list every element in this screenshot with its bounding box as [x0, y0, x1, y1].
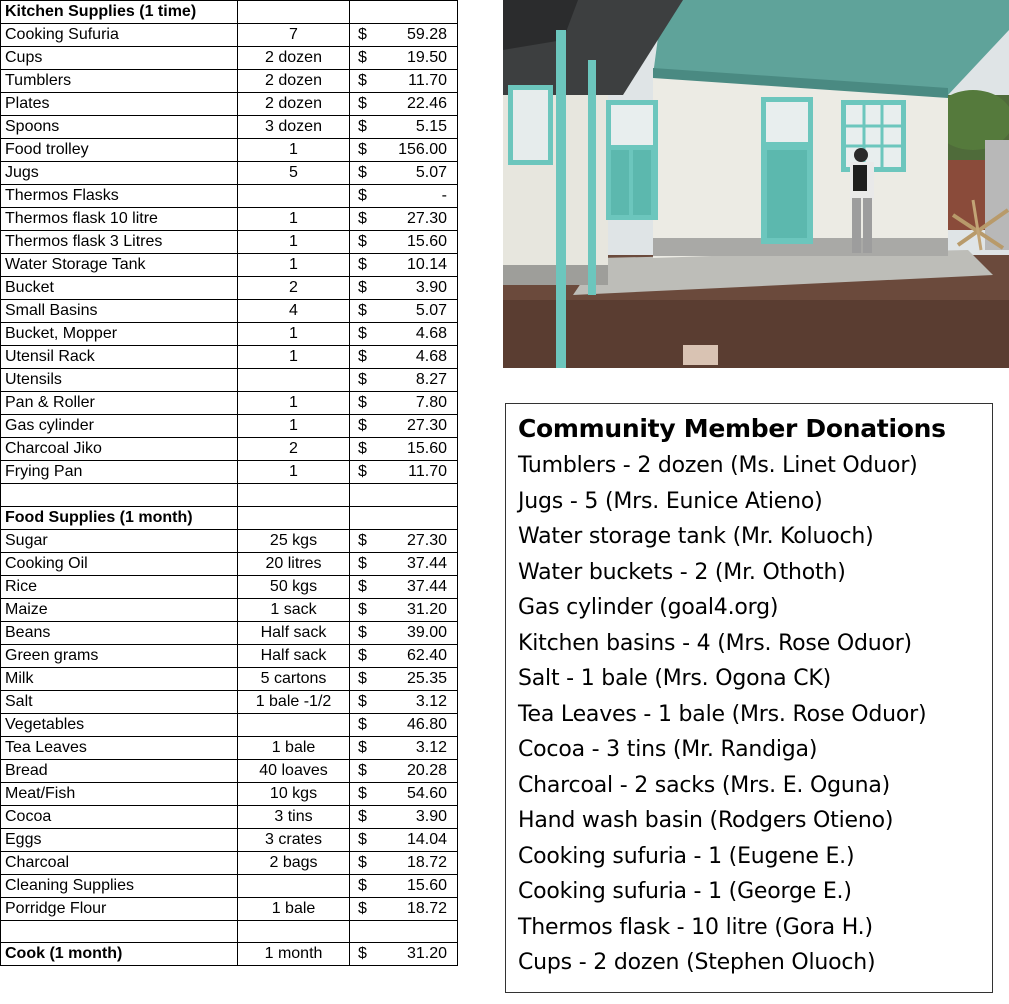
item-name: Plates — [1, 93, 238, 116]
amount-value: 5.15 — [415, 118, 447, 135]
item-name: Green grams — [1, 644, 238, 667]
amount-value: 18.72 — [406, 899, 447, 917]
table-row — [1, 713, 458, 736]
blank-cell — [1, 920, 238, 943]
currency-symbol: $ — [358, 26, 367, 43]
item-name: Thermos Flasks — [1, 185, 238, 208]
amount-value: 37.44 — [406, 577, 447, 595]
currency-symbol: $ — [358, 256, 367, 273]
item-cost — [350, 851, 458, 874]
item-cost — [350, 70, 458, 93]
amount-value: 8.27 — [415, 371, 447, 388]
currency-symbol: $ — [358, 646, 367, 664]
item-cost — [350, 139, 458, 162]
donation-item: Tumblers - 2 dozen (Ms. Linet Oduor) — [518, 453, 918, 478]
item-quantity: 1 — [238, 231, 350, 254]
amount-value: 11.70 — [408, 72, 447, 89]
currency-symbol: $ — [358, 692, 367, 710]
item-quantity — [238, 713, 350, 736]
table-row — [1, 736, 458, 759]
item-quantity: 2 dozen — [238, 47, 350, 70]
item-quantity: 1 — [238, 415, 350, 438]
item-cost — [350, 552, 458, 575]
item-name: Maize — [1, 598, 238, 621]
item-cost — [350, 736, 458, 759]
amount-value: 3.12 — [415, 738, 447, 756]
blank-cell — [1, 484, 238, 507]
item-quantity: 1 bale -1/2 — [238, 690, 350, 713]
currency-symbol: $ — [358, 853, 367, 871]
amount-value: 7.80 — [415, 394, 447, 411]
table-row — [1, 461, 458, 484]
item-quantity: 2 bags — [238, 851, 350, 874]
item-cost — [350, 943, 458, 966]
item-quantity: 3 crates — [238, 828, 350, 851]
item-quantity: 7 — [238, 24, 350, 47]
table-row — [1, 70, 458, 93]
donation-item: Gas cylinder (goal4.org) — [518, 595, 779, 620]
item-name: Thermos flask 10 litre — [1, 208, 238, 231]
amount-value: 20.28 — [406, 761, 447, 779]
item-name: Spoons — [1, 116, 238, 139]
item-quantity: 1 — [238, 254, 350, 277]
currency-symbol: $ — [358, 669, 367, 687]
item-name: Sugar — [1, 529, 238, 552]
table-row — [1, 369, 458, 392]
item-cost — [350, 47, 458, 70]
item-cost — [350, 116, 458, 139]
table-row — [1, 47, 458, 70]
table-row — [1, 598, 458, 621]
amount-value: 10.14 — [406, 256, 447, 273]
item-quantity: 1 — [238, 392, 350, 415]
item-cost — [350, 575, 458, 598]
item-name: Cups — [1, 47, 238, 70]
donation-item: Charcoal - 2 sacks (Mrs. E. Oguna) — [518, 772, 891, 798]
item-name: Water Storage Tank — [1, 254, 238, 277]
currency-symbol: $ — [358, 417, 367, 434]
item-cost — [350, 828, 458, 851]
item-name: Beans — [1, 621, 238, 644]
item-cost — [350, 231, 458, 254]
item-cost — [350, 805, 458, 828]
item-cost — [350, 438, 458, 461]
amount-value: 3.12 — [415, 692, 447, 710]
item-cost — [350, 713, 458, 736]
item-cost — [350, 644, 458, 667]
currency-symbol: $ — [358, 95, 367, 112]
amount-value: 5.07 — [415, 302, 447, 319]
item-name: Charcoal — [1, 851, 238, 874]
amount-value: 5.07 — [415, 164, 447, 181]
currency-symbol: $ — [358, 715, 367, 733]
item-cost — [350, 369, 458, 392]
amount-value: 19.50 — [406, 49, 447, 66]
amount-value: 15.60 — [406, 440, 447, 457]
amount-value: 22.46 — [406, 95, 447, 112]
currency-symbol: $ — [358, 761, 367, 779]
amount-value: - — [441, 187, 447, 204]
table-row — [1, 805, 458, 828]
table-row — [1, 185, 458, 208]
currency-symbol: $ — [358, 325, 367, 342]
donation-item: Cooking sufuria - 1 (Eugene E.) — [518, 843, 855, 869]
item-name: Pan & Roller — [1, 392, 238, 415]
donation-item: Water buckets - 2 (Mr. Othoth) — [518, 559, 846, 585]
table-row — [1, 690, 458, 713]
item-cost — [350, 24, 458, 47]
item-quantity — [238, 185, 350, 208]
blank-cell — [350, 506, 458, 529]
item-name: Salt — [1, 690, 238, 713]
item-name: Utensil Rack — [1, 346, 238, 369]
item-name: Cooking Sufuria — [1, 24, 238, 47]
donation-item: Cocoa - 3 tins (Mr. Randiga) — [518, 737, 818, 762]
item-cost — [350, 874, 458, 897]
item-name: Small Basins — [1, 300, 238, 323]
table-row — [1, 644, 458, 667]
currency-symbol: $ — [358, 738, 367, 756]
amount-value: 18.72 — [406, 853, 447, 871]
item-quantity: 1 — [238, 139, 350, 162]
table-row — [1, 828, 458, 851]
currency-symbol: $ — [358, 440, 367, 457]
item-name: Meat/Fish — [1, 782, 238, 805]
table-row — [1, 254, 458, 277]
table-row — [1, 116, 458, 139]
table-row — [1, 529, 458, 552]
table-row — [1, 300, 458, 323]
table-row — [1, 552, 458, 575]
amount-value: 54.60 — [406, 784, 447, 802]
kitchen-building-photo — [503, 0, 1009, 368]
item-quantity: 2 — [238, 438, 350, 461]
table-row — [1, 782, 458, 805]
item-cost — [350, 300, 458, 323]
donation-item: Salt - 1 bale (Mrs. Ogona CK) — [518, 666, 831, 691]
donation-item: Tea Leaves - 1 bale (Mrs. Rose Oduor) — [518, 701, 927, 727]
item-cost — [350, 529, 458, 552]
item-name: Porridge Flour — [1, 897, 238, 920]
item-quantity — [238, 369, 350, 392]
item-name: Bread — [1, 759, 238, 782]
donation-item: Hand wash basin (Rodgers Otieno) — [518, 808, 894, 833]
donation-item: Thermos flask - 10 litre (Gora H.) — [518, 914, 873, 940]
amount-value: 27.30 — [406, 531, 447, 549]
currency-symbol: $ — [358, 531, 367, 549]
table-row — [1, 231, 458, 254]
donation-item: Cups - 2 dozen (Stephen Oluoch) — [518, 950, 876, 975]
amount-value: 3.90 — [415, 279, 447, 296]
item-name: Cooking Oil — [1, 552, 238, 575]
item-name: Cleaning Supplies — [1, 874, 238, 897]
table-row — [1, 759, 458, 782]
item-cost — [350, 254, 458, 277]
currency-symbol: $ — [358, 302, 367, 319]
amount-value: 14.04 — [406, 830, 447, 848]
donation-item: Cooking sufuria - 1 (George E.) — [518, 879, 852, 904]
item-cost — [350, 598, 458, 621]
item-quantity: 20 litres — [238, 552, 350, 575]
item-quantity: 3 tins — [238, 805, 350, 828]
amount-value: 4.68 — [415, 325, 447, 342]
table-row — [1, 897, 458, 920]
amount-value: 11.70 — [408, 463, 447, 480]
item-name: Bucket — [1, 277, 238, 300]
table-row — [1, 24, 458, 47]
item-name: Frying Pan — [1, 461, 238, 484]
item-name: Food trolley — [1, 139, 238, 162]
amount-value: 4.68 — [415, 348, 447, 365]
currency-symbol: $ — [358, 554, 367, 572]
blank-cell — [350, 920, 458, 943]
amount-value: 62.40 — [406, 646, 447, 664]
amount-value: 27.30 — [406, 417, 447, 434]
amount-value: 59.28 — [406, 26, 447, 43]
amount-value: 15.60 — [406, 233, 447, 250]
currency-symbol: $ — [358, 807, 367, 825]
item-cost — [350, 897, 458, 920]
amount-value: 27.30 — [406, 210, 447, 227]
item-cost — [350, 667, 458, 690]
amount-value: 37.44 — [406, 554, 447, 572]
section-header-row — [1, 1, 458, 24]
currency-symbol: $ — [358, 233, 367, 250]
donation-item: Jugs - 5 (Mrs. Eunice Atieno) — [518, 488, 823, 514]
currency-symbol: $ — [358, 164, 367, 181]
blank-cell — [238, 1, 350, 24]
item-name: Bucket, Mopper — [1, 323, 238, 346]
item-name: Jugs — [1, 162, 238, 185]
item-name: Eggs — [1, 828, 238, 851]
item-cost — [350, 185, 458, 208]
currency-symbol: $ — [358, 830, 367, 848]
donation-item: Kitchen basins - 4 (Mrs. Rose Oduor) — [518, 630, 912, 656]
table-row — [1, 323, 458, 346]
section-title: Kitchen Supplies (1 time) — [1, 1, 238, 24]
section-header-row — [1, 506, 458, 529]
table-row — [1, 93, 458, 116]
item-quantity: 50 kgs — [238, 575, 350, 598]
table-row — [1, 621, 458, 644]
item-quantity: 5 — [238, 162, 350, 185]
item-quantity: Half sack — [238, 621, 350, 644]
currency-symbol: $ — [358, 876, 367, 894]
item-name: Milk — [1, 667, 238, 690]
table-row — [1, 392, 458, 415]
currency-symbol: $ — [358, 187, 367, 204]
donation-item: Water storage tank (Mr. Koluoch) — [518, 524, 874, 549]
donations-title: Community Member Donations — [518, 414, 946, 443]
currency-symbol: $ — [358, 118, 367, 135]
item-cost — [350, 461, 458, 484]
item-cost — [350, 208, 458, 231]
amount-value: 156.00 — [398, 141, 447, 158]
amount-value: 15.60 — [406, 876, 447, 894]
item-name: Thermos flask 3 Litres — [1, 231, 238, 254]
item-quantity: 5 cartons — [238, 667, 350, 690]
amount-value: 3.90 — [415, 807, 447, 825]
item-name: Gas cylinder — [1, 415, 238, 438]
item-name: Cocoa — [1, 805, 238, 828]
currency-symbol: $ — [358, 371, 367, 388]
item-quantity: Half sack — [238, 644, 350, 667]
item-quantity: 1 bale — [238, 736, 350, 759]
item-cost — [350, 162, 458, 185]
currency-symbol: $ — [358, 463, 367, 480]
cook-row — [1, 943, 458, 966]
table-row — [1, 139, 458, 162]
item-quantity: 1 sack — [238, 598, 350, 621]
currency-symbol: $ — [358, 141, 367, 158]
donation-list — [518, 448, 992, 981]
item-quantity: 25 kgs — [238, 529, 350, 552]
blank-row — [1, 920, 458, 943]
blank-row — [1, 484, 458, 507]
currency-symbol: $ — [358, 945, 367, 962]
currency-symbol: $ — [358, 899, 367, 917]
item-quantity: 2 dozen — [238, 93, 350, 116]
item-quantity: 1 — [238, 461, 350, 484]
item-cost — [350, 759, 458, 782]
currency-symbol: $ — [358, 72, 367, 89]
blank-cell — [350, 1, 458, 24]
item-name: Utensils — [1, 369, 238, 392]
item-name: Cook (1 month) — [1, 943, 238, 966]
table-row — [1, 346, 458, 369]
blank-cell — [350, 484, 458, 507]
section-title: Food Supplies (1 month) — [1, 506, 238, 529]
item-quantity: 40 loaves — [238, 759, 350, 782]
table-row — [1, 667, 458, 690]
item-name: Tea Leaves — [1, 736, 238, 759]
item-cost — [350, 93, 458, 116]
item-quantity — [238, 874, 350, 897]
item-name: Charcoal Jiko — [1, 438, 238, 461]
table-row — [1, 575, 458, 598]
item-name: Tumblers — [1, 70, 238, 93]
currency-symbol: $ — [358, 623, 367, 641]
table-row — [1, 277, 458, 300]
item-quantity: 1 — [238, 346, 350, 369]
currency-symbol: $ — [358, 49, 367, 66]
blank-cell — [238, 506, 350, 529]
currency-symbol: $ — [358, 577, 367, 595]
donations-box — [505, 403, 993, 993]
table-row — [1, 438, 458, 461]
currency-symbol: $ — [358, 394, 367, 411]
currency-symbol: $ — [358, 784, 367, 802]
item-cost — [350, 415, 458, 438]
item-quantity: 10 kgs — [238, 782, 350, 805]
item-cost — [350, 621, 458, 644]
item-cost — [350, 690, 458, 713]
blank-cell — [238, 484, 350, 507]
amount-value: 39.00 — [406, 623, 447, 641]
item-quantity: 2 — [238, 277, 350, 300]
item-quantity: 1 — [238, 208, 350, 231]
item-quantity: 4 — [238, 300, 350, 323]
item-cost — [350, 277, 458, 300]
item-name: Vegetables — [1, 713, 238, 736]
currency-symbol: $ — [358, 210, 367, 227]
amount-value: 31.20 — [406, 945, 447, 962]
currency-symbol: $ — [358, 348, 367, 365]
item-cost — [350, 323, 458, 346]
item-cost — [350, 782, 458, 805]
amount-value: 31.20 — [406, 600, 447, 618]
item-quantity: 1 month — [238, 943, 350, 966]
table-row — [1, 208, 458, 231]
amount-value: 46.80 — [406, 715, 447, 733]
table-row — [1, 415, 458, 438]
budget-table — [0, 0, 458, 966]
item-cost — [350, 392, 458, 415]
item-quantity: 1 bale — [238, 897, 350, 920]
table-row — [1, 162, 458, 185]
table-row — [1, 874, 458, 897]
item-cost — [350, 346, 458, 369]
item-name: Rice — [1, 575, 238, 598]
currency-symbol: $ — [358, 279, 367, 296]
item-quantity: 3 dozen — [238, 116, 350, 139]
item-quantity: 2 dozen — [238, 70, 350, 93]
amount-value: 25.35 — [406, 669, 447, 687]
currency-symbol: $ — [358, 600, 367, 618]
item-quantity: 1 — [238, 323, 350, 346]
table-row — [1, 851, 458, 874]
blank-cell — [238, 920, 350, 943]
